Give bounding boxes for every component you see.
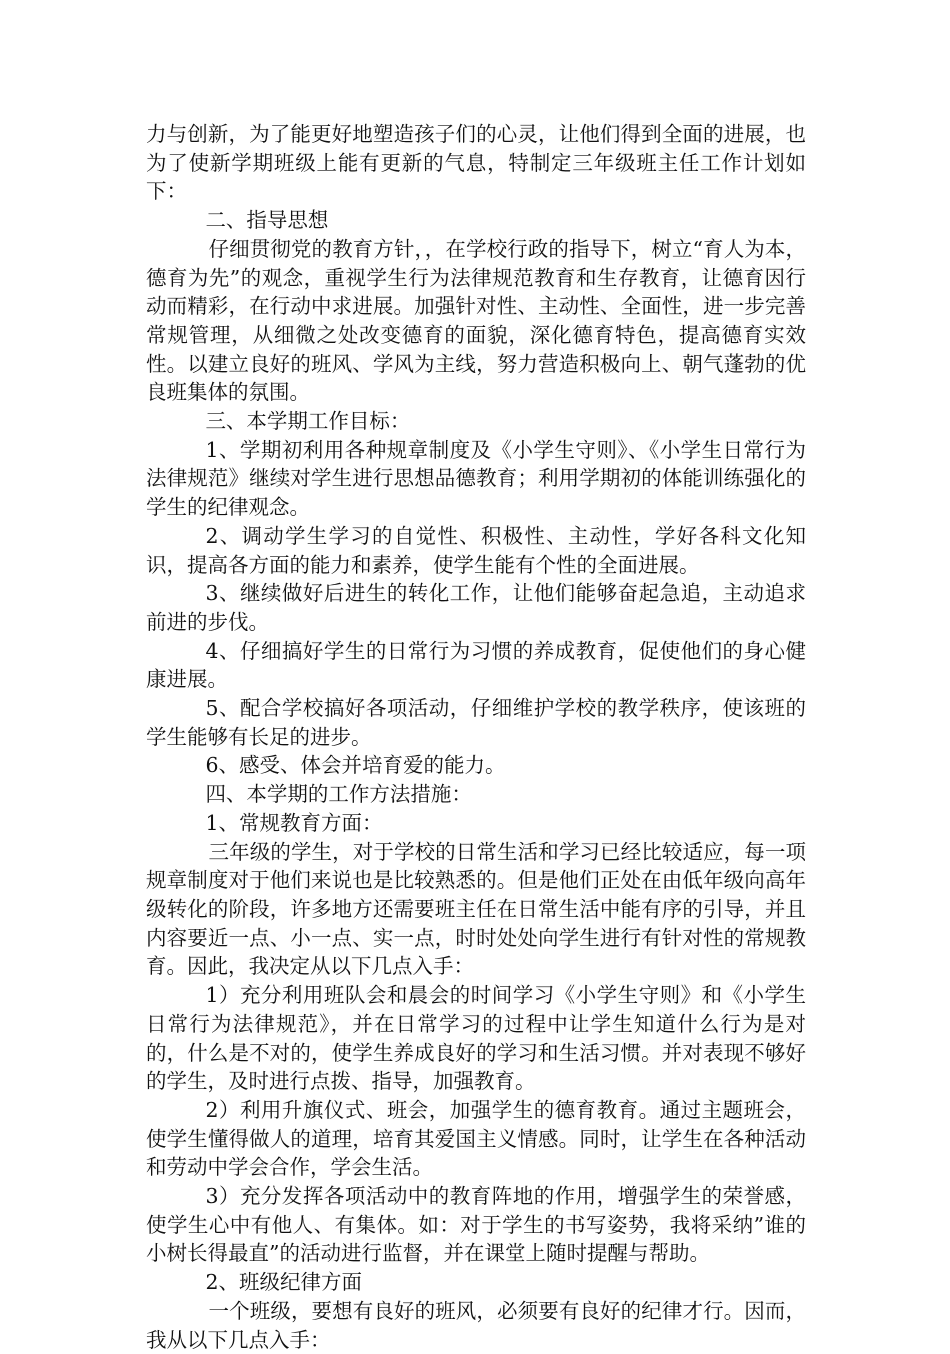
section-heading-guiding-ideology: 二、指导思想 — [205, 208, 329, 233]
subsection-heading-class-discipline: 2、班级纪律方面 — [205, 1270, 362, 1295]
routine-education-paragraph: 三年级的学生，对于学校的日常生活和学习已经比较适应，每一项规章制度对于他们来说也是比较熟悉的。但是他们正处在由低年级向高年级转化的阶段，许多地方还需要班主任在日常生活中能有序的引导，并且内容要近一点、小一点、实一点，时时处处向学生进行有针对性的常规教育。因此，我决定从以下几点入手： — [146, 839, 806, 979]
intro-paragraph: 力与创新，为了能更好地塑造孩子们的心灵，让他们得到全面的进展，也为了使新学期班级上能有更新的气息，特制定三年级班主任工作计划如下： — [146, 122, 806, 204]
document-page — [146, 120, 806, 1354]
goal-item-3: 3、继续做好后进生的转化工作，让他们能够奋起急追，主动追求前进的步伐。 — [146, 581, 806, 634]
goal-item-2: 2、调动学生学习的自觉性、积极性、主动性，学好各科文化知识，提高各方面的能力和素养，使学生能有个性的全面进展。 — [146, 523, 806, 577]
routine-item-3: 3）充分发挥各项活动中的教育阵地的作用，增强学生的荣誉感，使学生心中有他人、有集体。如：对于学生的书写姿势，我将采纳”谁的小树长得最直”的活动进行监督，并在课堂上随时提醒与帮助。 — [146, 1184, 806, 1266]
section-heading-methods: 四、本学期的工作方法措施： — [205, 782, 472, 807]
goal-item-1: 1、学期初利用各种规章制度及《小学生守则》、《小学生日常行为法律规范》继续对学生进行思想品德教育；利用学期初的体能训练强化的学生的纪律观念。 — [146, 437, 806, 520]
goal-item-4: 4、仔细搞好学生的日常行为习惯的养成教育，促使他们的身心健康进展。 — [146, 638, 806, 692]
guiding-ideology-paragraph: 仔细贯彻党的教育方针，，在学校行政的指导下，树立“育人为本，德育为先”的观念，重视学生行为法律规范教育和生存教育，让德育因行动而精彩，在行动中求进展。加强针对性、主动性、全面性，进一步完善常规管理，从细微之处改变德育的面貌，深化德育特色，提高德育实效性。以建立良好的班风、学风为主线，努力营造积极向上、朝气蓬勃的优良班集体的氛围。 — [146, 236, 806, 405]
class-discipline-paragraph: 一个班级，要想有良好的班风，必须要有良好的纪律才行。因而，我从以下几点入手： — [146, 1298, 806, 1352]
routine-item-1: 1）充分利用班队会和晨会的时间学习《小学生守则》和《小学生日常行为法律规范》，并在日常学习的过程中让学生知道什么行为是对的，什么是不对的，使学生养成良好的学习和生活习惯。并对表现不够好的学生，及时进行点拨、指导，加强教育。 — [146, 983, 806, 1094]
subsection-heading-routine-education: 1、常规教育方面： — [205, 810, 383, 835]
section-heading-semester-goals: 三、本学期工作目标： — [205, 409, 411, 434]
goal-item-6: 6、感受、体会并培育爱的能力。 — [205, 753, 506, 778]
routine-item-2: 2）利用升旗仪式、班会，加强学生的德育教育。通过主题班会，使学生懂得做人的道理，培育其爱国主义情感。同时，让学生在各种活动和劳动中学会合作，学会生活。 — [146, 1097, 806, 1180]
goal-item-5: 5、配合学校搞好各项活动，仔细维护学校的教学秩序，使该班的学生能够有长足的进步。 — [146, 696, 806, 749]
